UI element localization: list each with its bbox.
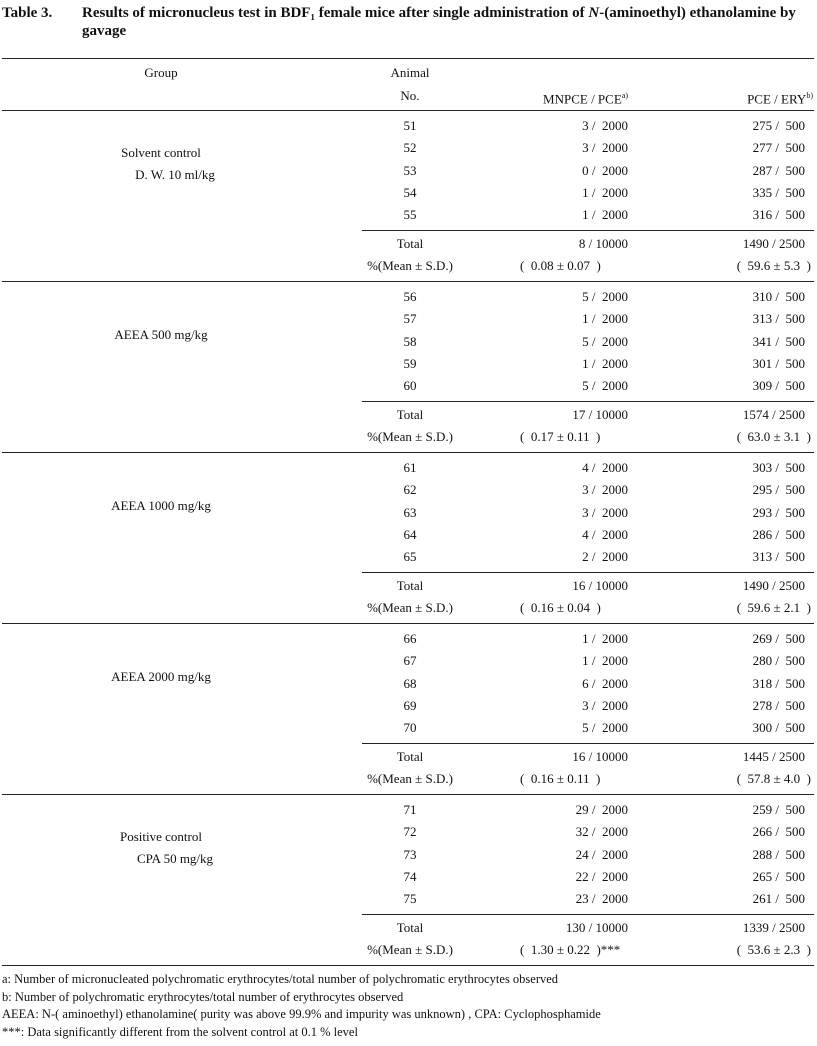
pce-value: 288 / 500 bbox=[752, 846, 805, 862]
mnpce-value: 1 / 2000 bbox=[582, 311, 628, 327]
group-separator-rule bbox=[2, 281, 814, 282]
animal-no: 66 bbox=[403, 631, 417, 646]
mean-pce: ( 59.6 ± 5.3 ) bbox=[736, 257, 811, 273]
pce-value: 293 / 500 bbox=[752, 504, 805, 520]
mnpce-value: 5 / 2000 bbox=[582, 289, 628, 304]
table-bottom-rule bbox=[2, 965, 814, 966]
mnpce-value: 22 / 2000 bbox=[575, 868, 628, 884]
total-mnpce: 16 / 10000 bbox=[572, 748, 628, 764]
animal-no: 67 bbox=[403, 653, 417, 669]
pce-value: 313 / 500 bbox=[752, 549, 805, 565]
pce-value: 300 / 500 bbox=[752, 720, 805, 736]
pce-value: 287 / 500 bbox=[752, 162, 805, 178]
mnpce-value: 6 / 2000 bbox=[582, 675, 628, 691]
mean-label: %(Mean ± S.D.) bbox=[367, 599, 453, 615]
footnote: ***: Data significantly different from the solvent control at 0.1 % level bbox=[2, 1024, 358, 1039]
mean-mnpce: ( 1.30 ± 0.22 )*** bbox=[520, 941, 621, 957]
pce-value: 277 / 500 bbox=[752, 140, 805, 156]
total-rule bbox=[362, 743, 814, 744]
pce-value: 280 / 500 bbox=[752, 653, 805, 669]
total-pce: 1445 / 2500 bbox=[742, 748, 805, 764]
header-animal: Animal bbox=[390, 65, 430, 80]
animal-no: 65 bbox=[403, 549, 417, 565]
animal-no: 55 bbox=[403, 207, 417, 223]
total-mnpce: 130 / 10000 bbox=[565, 919, 628, 935]
total-rule bbox=[362, 572, 814, 573]
mnpce-value: 5 / 2000 bbox=[582, 333, 628, 349]
header-animal-no: No. bbox=[400, 88, 420, 103]
mnpce-value: 1 / 2000 bbox=[582, 207, 628, 223]
header-group: Group bbox=[144, 65, 178, 80]
mnpce-value: 4 / 2000 bbox=[582, 526, 628, 542]
animal-no: 69 bbox=[403, 697, 417, 713]
mnpce-value: 5 / 2000 bbox=[582, 378, 628, 394]
total-label: Total bbox=[396, 919, 424, 935]
mean-mnpce: ( 0.08 ± 0.07 ) bbox=[520, 257, 601, 273]
header-mnpce bbox=[468, 88, 628, 107]
animal-no: 74 bbox=[403, 868, 417, 884]
mnpce-value: 3 / 2000 bbox=[582, 482, 628, 498]
footnote: a: Number of micronucleated polychromatic erythrocytes/total number of polychromatic erythrocytes observed bbox=[2, 972, 559, 986]
pce-value: 275 / 500 bbox=[752, 118, 805, 133]
mnpce-value: 1 / 2000 bbox=[582, 355, 628, 371]
total-mnpce: 16 / 10000 bbox=[572, 577, 628, 593]
mnpce-value: 3 / 2000 bbox=[582, 504, 628, 520]
pce-value: 316 / 500 bbox=[752, 207, 805, 223]
mnpce-value: 3 / 2000 bbox=[582, 697, 628, 713]
animal-no: 70 bbox=[403, 720, 417, 736]
group-name: CPA 50 mg/kg bbox=[136, 850, 214, 866]
group-name: Solvent control bbox=[121, 144, 201, 160]
animal-no: 62 bbox=[403, 482, 417, 498]
group-name: Positive control bbox=[120, 828, 202, 844]
table-title: Results of micronucleus test in BDF₁ female mice after single administration of N-(aminoethyl) ethanolamine by gavage bbox=[82, 5, 796, 39]
group-separator-rule bbox=[2, 452, 814, 453]
pce-value: 278 / 500 bbox=[752, 697, 805, 713]
total-label: Total bbox=[396, 748, 424, 764]
pce-value: 335 / 500 bbox=[752, 184, 805, 200]
mean-mnpce: ( 0.17 ± 0.11 ) bbox=[520, 428, 601, 444]
mean-label: %(Mean ± S.D.) bbox=[367, 770, 453, 786]
animal-no: 56 bbox=[403, 289, 417, 304]
header-pce bbox=[645, 88, 813, 107]
pce-value: 261 / 500 bbox=[752, 891, 805, 907]
mnpce-value: 2 / 2000 bbox=[582, 549, 628, 565]
animal-no: 57 bbox=[403, 311, 417, 327]
group-separator-rule bbox=[2, 623, 814, 624]
total-pce: 1490 / 2500 bbox=[742, 577, 805, 593]
animal-no: 60 bbox=[403, 378, 417, 394]
group-separator-rule bbox=[2, 794, 814, 795]
header-mnpce-footnote-mark: a) bbox=[621, 91, 628, 100]
mean-mnpce: ( 0.16 ± 0.11 ) bbox=[520, 770, 601, 786]
animal-no: 71 bbox=[403, 802, 417, 817]
header-pce-label: PCE / ERY bbox=[747, 91, 807, 107]
header-mnpce-label: MNPCE / PCE bbox=[543, 91, 622, 107]
total-pce: 1574 / 2500 bbox=[742, 406, 805, 422]
animal-no: 53 bbox=[403, 162, 417, 178]
animal-no: 73 bbox=[403, 846, 417, 862]
mnpce-value: 1 / 2000 bbox=[582, 653, 628, 669]
pce-value: 318 / 500 bbox=[752, 675, 805, 691]
mean-pce: ( 59.6 ± 2.1 ) bbox=[736, 599, 811, 615]
mean-pce: ( 57.8 ± 4.0 ) bbox=[736, 770, 811, 786]
mnpce-value: 1 / 2000 bbox=[582, 184, 628, 200]
mnpce-value: 3 / 2000 bbox=[582, 140, 628, 156]
mean-label: %(Mean ± S.D.) bbox=[367, 941, 453, 957]
total-rule bbox=[362, 401, 814, 402]
header-bottom-rule bbox=[2, 110, 814, 111]
mean-label: %(Mean ± S.D.) bbox=[367, 428, 453, 444]
group-name: D. W. 10 ml/kg bbox=[135, 166, 215, 182]
mnpce-value: 24 / 2000 bbox=[575, 846, 628, 862]
total-pce: 1339 / 2500 bbox=[742, 919, 805, 935]
mnpce-value: 32 / 2000 bbox=[575, 824, 628, 840]
mnpce-value: 29 / 2000 bbox=[575, 802, 628, 817]
footnote: b: Number of polychromatic erythrocytes/total number of erythrocytes observed bbox=[2, 989, 404, 1004]
total-pce: 1490 / 2500 bbox=[742, 235, 805, 251]
mnpce-value: 4 / 2000 bbox=[582, 460, 628, 475]
total-mnpce: 17 / 10000 bbox=[572, 406, 628, 422]
total-label: Total bbox=[396, 235, 424, 251]
animal-no: 59 bbox=[403, 355, 417, 371]
table-label: Table 3. bbox=[2, 5, 53, 21]
animal-no: 51 bbox=[403, 118, 417, 133]
mean-pce: ( 53.6 ± 2.3 ) bbox=[736, 941, 811, 957]
mean-mnpce: ( 0.16 ± 0.04 ) bbox=[520, 599, 601, 615]
mnpce-value: 1 / 2000 bbox=[582, 631, 628, 646]
mean-label: %(Mean ± S.D.) bbox=[367, 257, 453, 273]
animal-no: 75 bbox=[403, 891, 417, 907]
total-mnpce: 8 / 10000 bbox=[578, 235, 628, 251]
pce-value: 303 / 500 bbox=[752, 460, 805, 475]
pce-value: 313 / 500 bbox=[752, 311, 805, 327]
pce-value: 269 / 500 bbox=[752, 631, 805, 646]
footnote: AEEA: N-( aminoethyl) ethanolamine( purity was above 99.9% and impurity was unknown) , CPA: Cyclophosphamide bbox=[2, 1007, 601, 1021]
pce-value: 301 / 500 bbox=[752, 355, 805, 371]
animal-no: 64 bbox=[403, 526, 417, 542]
group-name: AEEA 2000 mg/kg bbox=[111, 668, 211, 684]
animal-no: 68 bbox=[403, 675, 417, 691]
table-top-rule bbox=[2, 58, 814, 59]
pce-value: 286 / 500 bbox=[752, 526, 805, 542]
pce-value: 310 / 500 bbox=[752, 289, 805, 304]
total-rule bbox=[362, 230, 814, 231]
group-name: AEEA 500 mg/kg bbox=[114, 326, 208, 342]
total-label: Total bbox=[396, 406, 424, 422]
total-rule bbox=[362, 914, 814, 915]
mnpce-value: 0 / 2000 bbox=[582, 162, 628, 178]
mnpce-value: 5 / 2000 bbox=[582, 720, 628, 736]
pce-value: 295 / 500 bbox=[752, 482, 805, 498]
mean-pce: ( 63.0 ± 3.1 ) bbox=[736, 428, 811, 444]
animal-no: 52 bbox=[403, 140, 417, 156]
pce-value: 309 / 500 bbox=[752, 378, 805, 394]
mnpce-value: 23 / 2000 bbox=[575, 891, 628, 907]
pce-value: 265 / 500 bbox=[752, 868, 805, 884]
mnpce-value: 3 / 2000 bbox=[582, 118, 628, 133]
pce-value: 341 / 500 bbox=[752, 333, 805, 349]
animal-no: 61 bbox=[403, 460, 417, 475]
animal-no: 58 bbox=[403, 333, 417, 349]
pce-value: 266 / 500 bbox=[752, 824, 805, 840]
pce-value: 259 / 500 bbox=[752, 802, 805, 817]
animal-no: 63 bbox=[403, 504, 417, 520]
header-pce-footnote-mark: b) bbox=[806, 91, 813, 100]
animal-no: 54 bbox=[403, 184, 417, 200]
total-label: Total bbox=[396, 577, 424, 593]
animal-no: 72 bbox=[403, 824, 417, 840]
group-name: AEEA 1000 mg/kg bbox=[111, 497, 211, 513]
